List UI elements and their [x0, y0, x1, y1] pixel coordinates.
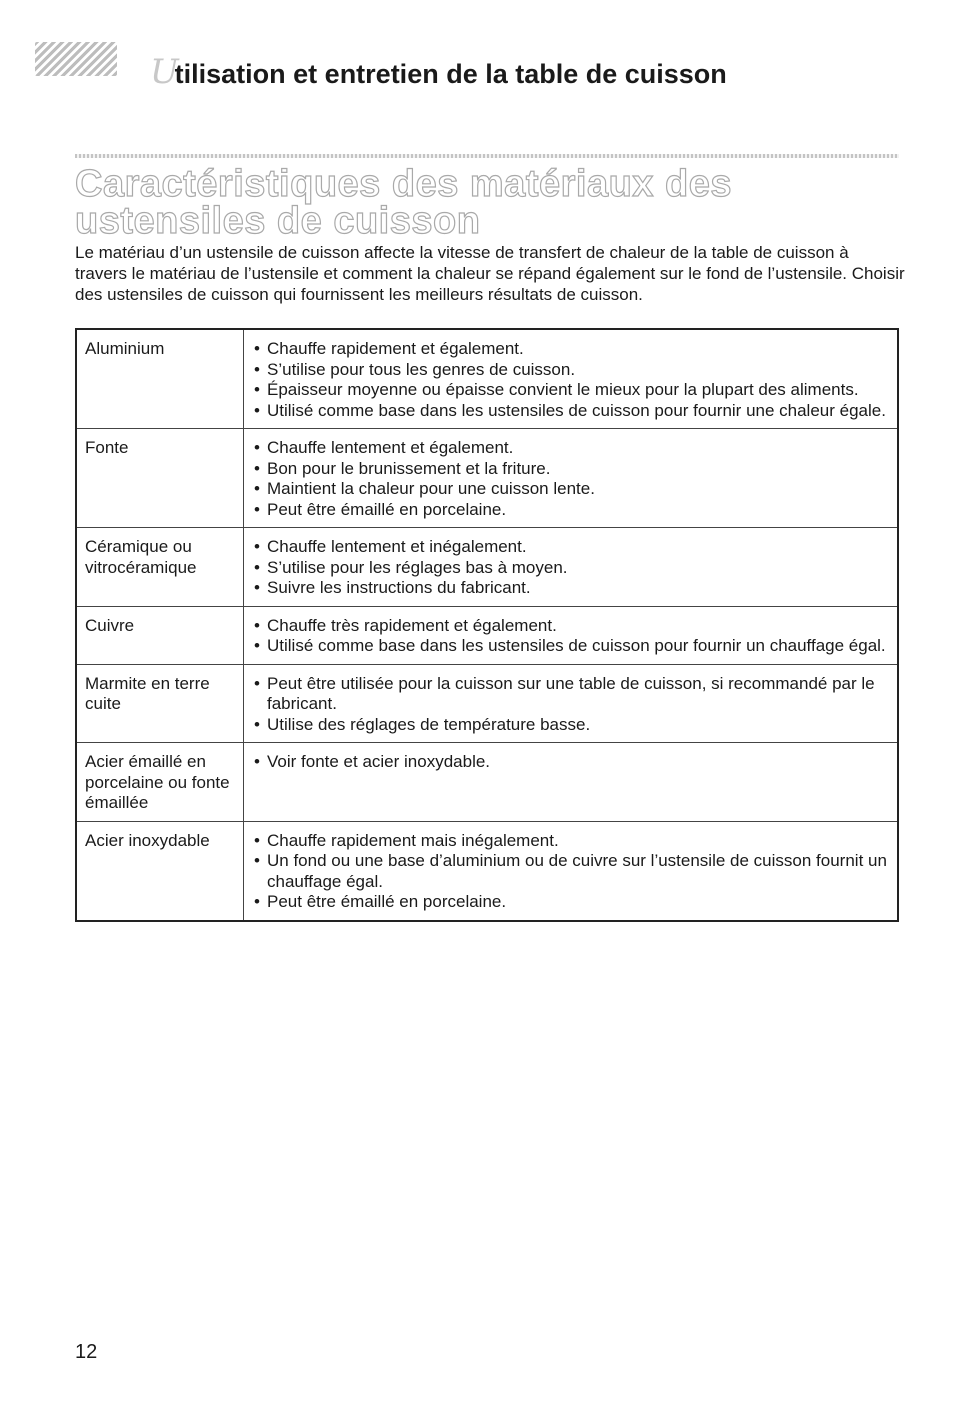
material-name-cell: Cuivre	[76, 606, 244, 664]
materials-table-body	[76, 329, 898, 921]
table-row	[76, 664, 898, 743]
list-item: • Chauffe rapidement mais inégalement.	[254, 831, 889, 852]
material-properties-cell	[244, 664, 899, 743]
properties-list	[254, 537, 889, 599]
list-item: • Voir fonte et acier inoxydable.	[254, 752, 889, 773]
header-title-text: tilisation et entretien de la table de cuisson	[174, 59, 727, 89]
material-properties-cell	[244, 606, 899, 664]
list-item: • Maintient la chaleur pour une cuisson lente.	[254, 479, 889, 500]
table-row	[76, 821, 898, 921]
list-item: • Utilise des réglages de température basse.	[254, 715, 889, 736]
list-item: • Peut être utilisée pour la cuisson sur une table de cuisson, si recommandé par le fabricant.	[254, 674, 889, 715]
list-item: • Peut être émaillé en porcelaine.	[254, 500, 889, 521]
material-name-cell: Marmite en terre cuite	[76, 664, 244, 743]
list-item: • Bon pour le brunissement et la friture.	[254, 459, 889, 480]
material-properties-cell	[244, 329, 899, 429]
header-decorative-graphic	[35, 42, 117, 76]
table-row	[76, 329, 898, 429]
material-properties-cell	[244, 743, 899, 822]
list-item: • S’utilise pour tous les genres de cuisson.	[254, 360, 889, 381]
material-name-cell: Acier émaillé en porcelaine ou fonte émaillée	[76, 743, 244, 822]
table-row	[76, 429, 898, 528]
page-header-title	[150, 52, 727, 92]
material-properties-cell	[244, 821, 899, 921]
material-name-cell: Acier inoxydable	[76, 821, 244, 921]
properties-list	[254, 339, 889, 421]
properties-list	[254, 831, 889, 913]
properties-list	[254, 616, 889, 657]
table-row	[76, 606, 898, 664]
table-row	[76, 528, 898, 607]
list-item: • Suivre les instructions du fabricant.	[254, 578, 889, 599]
material-name-cell: Céramique ou vitrocéramique	[76, 528, 244, 607]
properties-list	[254, 752, 889, 773]
cookware-materials-table	[75, 328, 899, 922]
list-item: • Utilisé comme base dans les ustensiles de cuisson pour fournir une chaleur égale.	[254, 401, 889, 422]
properties-list	[254, 674, 889, 736]
material-name-cell: Fonte	[76, 429, 244, 528]
list-item: • Chauffe lentement et également.	[254, 438, 889, 459]
list-item: • Utilisé comme base dans les ustensiles de cuisson pour fournir un chauffage égal.	[254, 636, 889, 657]
list-item: • Chauffe rapidement et également.	[254, 339, 889, 360]
list-item: • Chauffe lentement et inégalement.	[254, 537, 889, 558]
list-item: • Peut être émaillé en porcelaine.	[254, 892, 889, 913]
header-dropcap: U	[150, 52, 179, 92]
table-row	[76, 743, 898, 822]
section-heading: Caractéristiques des matériaux des ustensiles de cuisson	[75, 163, 732, 242]
intro-paragraph: Le matériau d’un ustensile de cuisson affecte la vitesse de transfert de chaleur de la table de cuisson à travers le matériau de l’ustensile et comment la chaleur se répand également sur le fond de l’ustensile. Choisir des ustensiles de cuisson qui fournissent les meilleurs résultats de cuisson.	[75, 243, 905, 304]
list-item: • Chauffe très rapidement et également.	[254, 616, 889, 637]
list-item: • S’utilise pour les réglages bas à moyen.	[254, 558, 889, 579]
properties-list	[254, 438, 889, 520]
material-properties-cell	[244, 528, 899, 607]
section-divider	[75, 154, 899, 158]
material-properties-cell	[244, 429, 899, 528]
page-number: 12	[75, 1341, 98, 1363]
material-name-cell: Aluminium	[76, 329, 244, 429]
list-item: • Épaisseur moyenne ou épaisse convient le mieux pour la plupart des aliments.	[254, 380, 889, 401]
list-item: • Un fond ou une base d’aluminium ou de cuivre sur l’ustensile de cuisson fournit un chauffage égal.	[254, 851, 889, 892]
